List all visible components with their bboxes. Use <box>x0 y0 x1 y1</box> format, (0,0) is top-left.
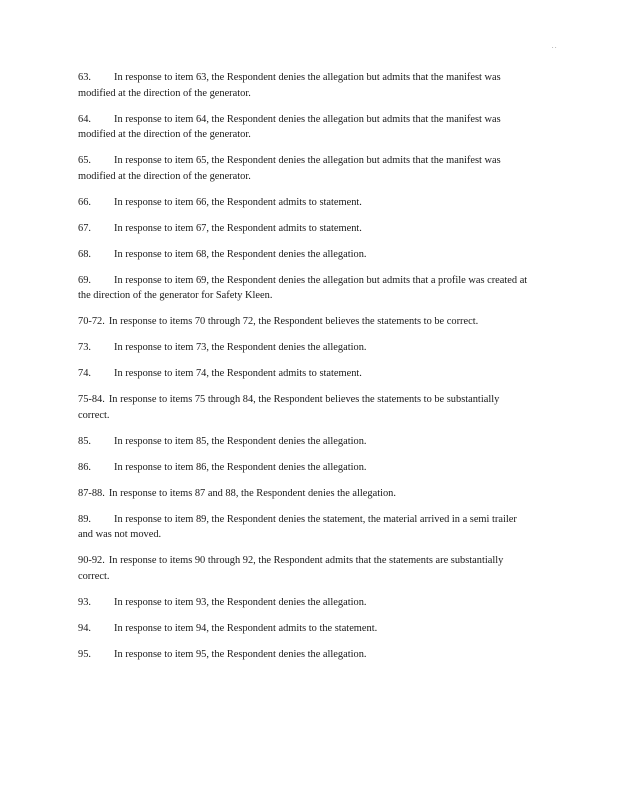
paragraph-number: 68. <box>78 248 91 260</box>
paragraph-94 <box>78 621 533 637</box>
paragraph-number: 75-84. <box>78 394 105 405</box>
paragraph-number: 63. <box>78 72 91 83</box>
paragraph-text: In response to item 74, the Respondent admits to statement. <box>114 368 362 379</box>
paragraph-89 <box>78 512 533 543</box>
paragraph-74 <box>78 366 533 382</box>
response-list <box>78 70 533 673</box>
paragraph-number: 74. <box>78 368 91 379</box>
paragraph-text: In response to item 73, the Respondent denies the allegation. <box>114 342 367 353</box>
paragraph-number: 90-92. <box>78 555 105 566</box>
paragraph-number: 65. <box>78 155 91 166</box>
paragraph-text: In response to item 68, the Respondent denies the allegation. <box>114 248 367 260</box>
paragraph-69 <box>78 273 533 304</box>
paragraph-90-92 <box>78 553 533 584</box>
paragraph-text: In response to item 64, the Respondent denies the allegation but admits that the manifest was modified at the direction of the generator. <box>78 113 501 140</box>
paragraph-number: 93. <box>78 596 91 608</box>
paragraph-text: In response to item 67, the Respondent admits to statement. <box>114 222 362 234</box>
paragraph-64 <box>78 112 533 143</box>
paragraph-text: In response to item 66, the Respondent admits to statement. <box>114 196 362 208</box>
paragraph-87-88 <box>78 486 533 502</box>
paragraph-75-84 <box>78 392 533 423</box>
paragraph-63 <box>78 70 533 101</box>
paragraph-number: 67. <box>78 222 91 234</box>
paragraph-text: In response to item 85, the Respondent denies the allegation. <box>114 435 367 447</box>
paragraph-text: In response to item 89, the Respondent denies the statement, the material arrived in a semi trailer and was not moved. <box>78 513 517 540</box>
paragraph-70-72 <box>78 314 533 330</box>
paragraph-text: In response to items 87 and 88, the Respondent denies the allegation. <box>108 487 396 499</box>
paragraph-number: 66. <box>78 196 91 208</box>
paragraph-number: 73. <box>78 342 91 353</box>
paragraph-number: 70-72. <box>78 316 105 327</box>
paragraph-text: In response to items 70 through 72, the Respondent believes the statements to be correct. <box>108 316 479 327</box>
paragraph-86 <box>78 460 533 476</box>
paragraph-93 <box>78 595 533 611</box>
paragraph-number: 87-88. <box>78 487 105 499</box>
paragraph-text: In response to items 75 through 84, the Respondent believes the statements to be substantially correct. <box>78 394 500 421</box>
paragraph-text: In response to item 63, the Respondent denies the allegation but admits that the manifest was modified at the direction of the generator. <box>78 72 501 99</box>
paragraph-text: In response to item 95, the Respondent denies the allegation. <box>114 648 367 660</box>
paragraph-number: 94. <box>78 622 91 634</box>
paragraph-text: In response to items 90 through 92, the Respondent admits that the statements are substantially correct. <box>78 555 504 582</box>
paragraph-66 <box>78 195 533 211</box>
paragraph-number: 85. <box>78 435 91 447</box>
paragraph-67 <box>78 221 533 237</box>
paragraph-text: In response to item 86, the Respondent denies the allegation. <box>114 461 367 473</box>
paragraph-number: 64. <box>78 113 91 125</box>
paragraph-73 <box>78 340 533 356</box>
paragraph-85 <box>78 434 533 450</box>
paragraph-text: In response to item 93, the Respondent denies the allegation. <box>114 596 367 608</box>
paragraph-68 <box>78 247 533 263</box>
scan-speck-marks: . . <box>552 44 557 50</box>
paragraph-number: 95. <box>78 648 91 660</box>
paragraph-95 <box>78 647 533 663</box>
paragraph-number: 69. <box>78 274 91 286</box>
paragraph-number: 89. <box>78 513 91 525</box>
paragraph-text: In response to item 94, the Respondent admits to the statement. <box>114 622 378 634</box>
paragraph-number: 86. <box>78 461 91 473</box>
paragraph-65 <box>78 153 533 184</box>
paragraph-text: In response to item 69, the Respondent denies the allegation but admits that a profile was created at the direction of the generator for Safety Kleen. <box>78 274 528 301</box>
paragraph-text: In response to item 65, the Respondent denies the allegation but admits that the manifest was modified at the direction of the generator. <box>78 155 501 182</box>
